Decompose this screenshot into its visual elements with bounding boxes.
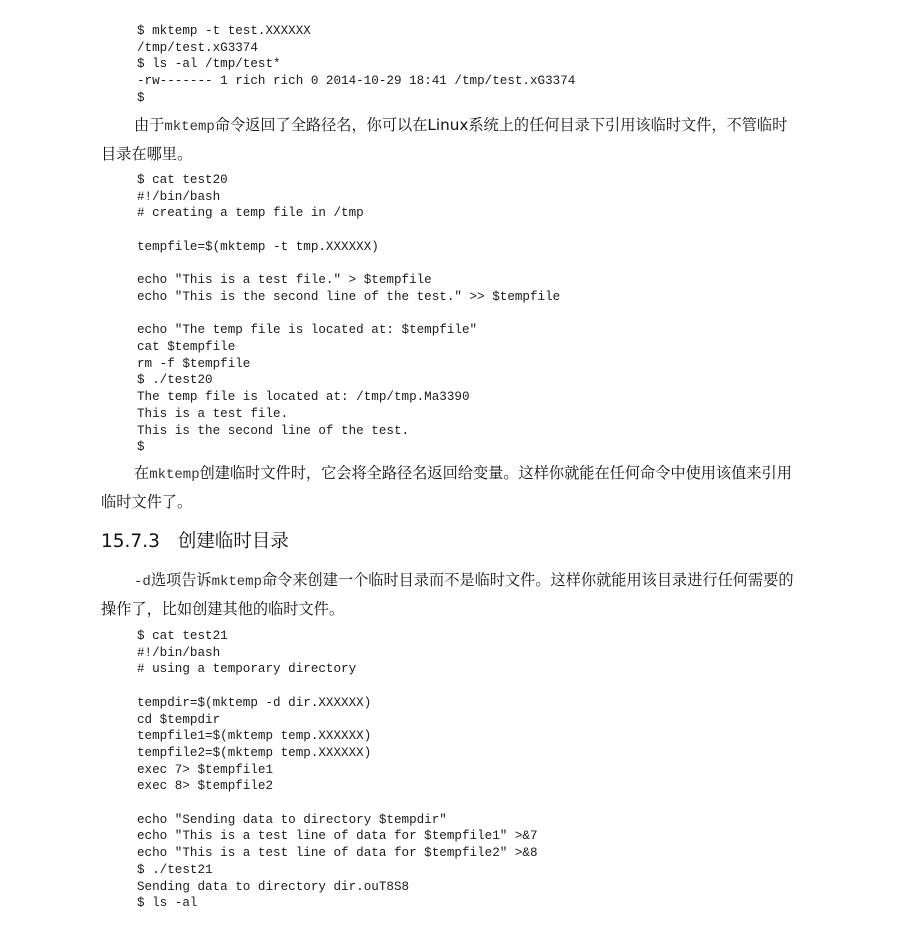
code-line: $ ./test21 bbox=[137, 862, 213, 877]
code-block-1 bbox=[137, 23, 575, 107]
code-line: This is a test file. bbox=[137, 406, 289, 421]
paragraph-1-text-b: 命令返回了全路径名，你可以在Linux系统上的任何目录下引用该临时文件，不管临时目录在哪里。 bbox=[101, 116, 788, 163]
code-line: #!/bin/bash bbox=[137, 189, 221, 204]
code-line: cat $tempfile bbox=[137, 340, 236, 355]
code-line: $ ./test20 bbox=[137, 373, 213, 388]
section-heading bbox=[101, 529, 289, 555]
code-line: The temp file is located at: /tmp/tmp.Ma3390 bbox=[137, 390, 470, 405]
code-line: $ ls -al /tmp/test* bbox=[137, 57, 281, 72]
code-line: rm -f $tempfile bbox=[137, 356, 251, 371]
paragraph-3-text-a: 选项告诉 bbox=[150, 571, 212, 589]
code-line: cd $tempdir bbox=[137, 712, 221, 727]
code-line: echo "This is the second line of the test." >> $tempfile bbox=[137, 289, 561, 304]
code-line: #!/bin/bash bbox=[137, 645, 221, 660]
code-line: -rw------- 1 rich rich 0 2014-10-29 18:41 /tmp/test.xG3374 bbox=[137, 74, 576, 89]
code-line: echo "Sending data to directory $tempdir" bbox=[137, 812, 447, 827]
paragraph-2-command: mktemp bbox=[149, 467, 200, 483]
code-line: $ bbox=[137, 440, 145, 455]
paragraph-1-command: mktemp bbox=[164, 119, 215, 135]
paragraph-2-text-a: 在 bbox=[134, 464, 150, 482]
section-number: 15.7.3 bbox=[101, 531, 160, 552]
code-line: $ ls -al bbox=[137, 896, 198, 911]
code-line: exec 7> $tempfile1 bbox=[137, 762, 274, 777]
code-line: $ cat test20 bbox=[137, 173, 228, 187]
paragraph-1-text-a: 由于 bbox=[134, 116, 165, 134]
code-line: $ bbox=[137, 90, 145, 105]
code-block-3 bbox=[137, 628, 538, 912]
code-block-2 bbox=[137, 172, 560, 456]
code-line: exec 8> $tempfile2 bbox=[137, 779, 274, 794]
code-line: # creating a temp file in /tmp bbox=[137, 206, 364, 221]
paragraph-3-text-b: 命令来创建一个临时目录而不是临时文件。这样你就能用该目录进行任何需要的操作了，比如创建其他的临时文件。 bbox=[101, 571, 794, 618]
paragraph-3-command: mktemp bbox=[211, 574, 262, 590]
code-line: /tmp/test.xG3374 bbox=[137, 40, 258, 55]
code-line: Sending data to directory dir.ouT8S8 bbox=[137, 879, 410, 894]
code-line: $ mktemp -t test.XXXXXX bbox=[137, 24, 311, 38]
paragraph-2 bbox=[101, 460, 801, 516]
code-line: echo "This is a test file." > $tempfile bbox=[137, 273, 432, 288]
paragraph-3-option: -d bbox=[134, 574, 151, 590]
code-line: echo "The temp file is located at: $tempfile" bbox=[137, 323, 478, 338]
code-line: echo "This is a test line of data for $tempfile2" >&8 bbox=[137, 846, 538, 861]
code-line: tempfile1=$(mktemp temp.XXXXXX) bbox=[137, 729, 372, 744]
section-title: 创建临时目录 bbox=[177, 531, 289, 552]
code-line: echo "This is a test line of data for $tempfile1" >&7 bbox=[137, 829, 538, 844]
code-line: $ cat test21 bbox=[137, 629, 228, 643]
code-line: tempfile=$(mktemp -t tmp.XXXXXX) bbox=[137, 239, 379, 254]
paragraph-1 bbox=[101, 112, 801, 168]
code-line: # using a temporary directory bbox=[137, 662, 357, 677]
paragraph-2-text-b: 创建临时文件时，它会将全路径名返回给变量。这样你就能在任何命令中使用该值来引用临时文件了。 bbox=[101, 464, 792, 511]
code-line: tempdir=$(mktemp -d dir.XXXXXX) bbox=[137, 695, 372, 710]
paragraph-3 bbox=[101, 567, 801, 623]
code-line: tempfile2=$(mktemp temp.XXXXXX) bbox=[137, 745, 372, 760]
code-line: This is the second line of the test. bbox=[137, 423, 410, 438]
